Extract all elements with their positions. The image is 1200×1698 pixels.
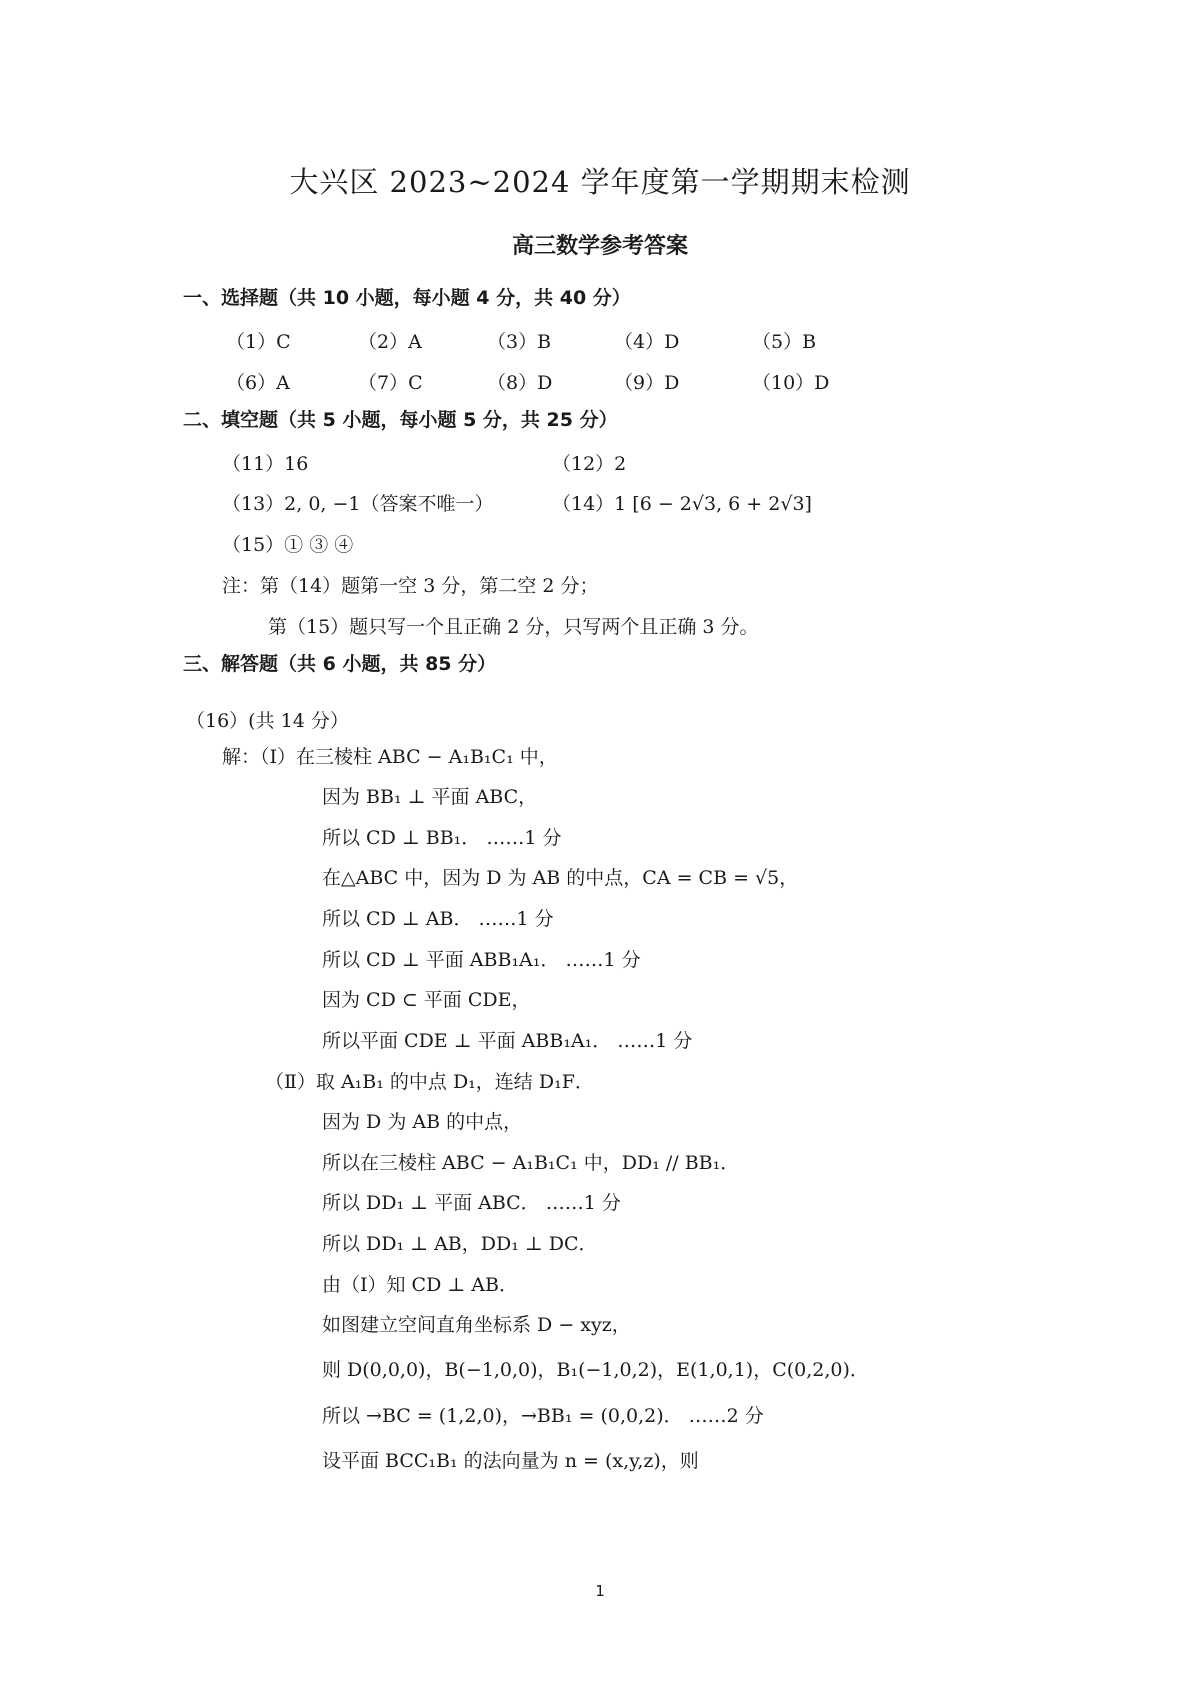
solution-line: 所以 →BC = (1,2,0)，→BB₁ = (0,0,2)． ……2 分 xyxy=(322,1405,764,1427)
answer-12: （12）2 xyxy=(552,453,627,475)
answer-14: （14）1 [6 − 2√3, 6 + 2√3] xyxy=(552,493,812,515)
question16-header: （16）(共 14 分） xyxy=(186,710,349,732)
document-title: 大兴区 2023~2024 学年度第一学期期末检测 xyxy=(289,165,911,199)
note-line-1: 注：第（14）题第一空 3 分，第二空 2 分； xyxy=(222,575,599,597)
answer-11: （11）16 xyxy=(222,453,309,475)
note-line-2: 第（15）题只写一个且正确 2 分，只写两个且正确 3 分。 xyxy=(268,616,759,638)
answer-4: （4）D xyxy=(614,331,680,353)
solution-line: 则 D(0,0,0)，B(−1,0,0)，B₁(−1,0,2)，E(1,0,1)，C(0,2,0)． xyxy=(322,1359,869,1381)
section1-heading: 一、选择题（共 10 小题，每小题 4 分，共 40 分） xyxy=(183,287,631,309)
document-subtitle: 高三数学参考答案 xyxy=(511,234,688,259)
solution-line: （Ⅱ）取 A₁B₁ 的中点 D₁，连结 D₁F． xyxy=(265,1071,594,1093)
solution-line: 因为 BB₁ ⊥ 平面 ABC， xyxy=(322,786,538,808)
answer-6: （6）A xyxy=(226,372,290,394)
answer-7: （7）C xyxy=(358,372,423,394)
answer-9: （9）D xyxy=(614,372,680,394)
solution-line: 所以 CD ⊥ BB₁． ……1 分 xyxy=(322,827,562,849)
solution-line: 设平面 BCC₁B₁ 的法向量为 n = (x,y,z)，则 xyxy=(322,1450,699,1472)
section3-heading: 三、解答题（共 6 小题，共 85 分） xyxy=(183,653,497,675)
solution-line: 在△ABC 中，因为 D 为 AB 的中点，CA = CB = √5， xyxy=(322,867,799,889)
section2-heading: 二、填空题（共 5 小题，每小题 5 分，共 25 分） xyxy=(183,409,618,431)
answer-13: （13）2, 0, −1（答案不唯一） xyxy=(222,493,494,515)
solution-line: 由（Ⅰ）知 CD ⊥ AB． xyxy=(322,1274,518,1296)
solution-line: 所以平面 CDE ⊥ 平面 ABB₁A₁． ……1 分 xyxy=(322,1030,693,1052)
answer-8: （8）D xyxy=(487,372,553,394)
solution-line: 所以 DD₁ ⊥ 平面 ABC． ……1 分 xyxy=(322,1192,621,1214)
answer-2: （2）A xyxy=(358,331,422,353)
page-number: 1 xyxy=(595,1582,605,1600)
solution-line: 所以 DD₁ ⊥ AB，DD₁ ⊥ DC． xyxy=(322,1233,598,1255)
answer-3: （3）B xyxy=(487,331,552,353)
solution-line: 所以 CD ⊥ AB． ……1 分 xyxy=(322,908,554,930)
solution-line: 如图建立空间直角坐标系 D − xyz， xyxy=(322,1314,631,1336)
answer-15: （15）① ③ ④ xyxy=(222,534,354,556)
solution-line: 所以在三棱柱 ABC − A₁B₁C₁ 中，DD₁ // BB₁． xyxy=(322,1152,740,1174)
answer-5: （5）B xyxy=(752,331,817,353)
answer-1: （1）C xyxy=(226,331,291,353)
solution-line: 所以 CD ⊥ 平面 ABB₁A₁． ……1 分 xyxy=(322,949,641,971)
solution-line: 因为 CD ⊂ 平面 CDE， xyxy=(322,989,531,1011)
solution-line: 解：（Ⅰ）在三棱柱 ABC − A₁B₁C₁ 中， xyxy=(222,746,558,768)
answer-10: （10）D xyxy=(752,372,830,394)
solution-line: 因为 D 为 AB 的中点， xyxy=(322,1111,523,1133)
